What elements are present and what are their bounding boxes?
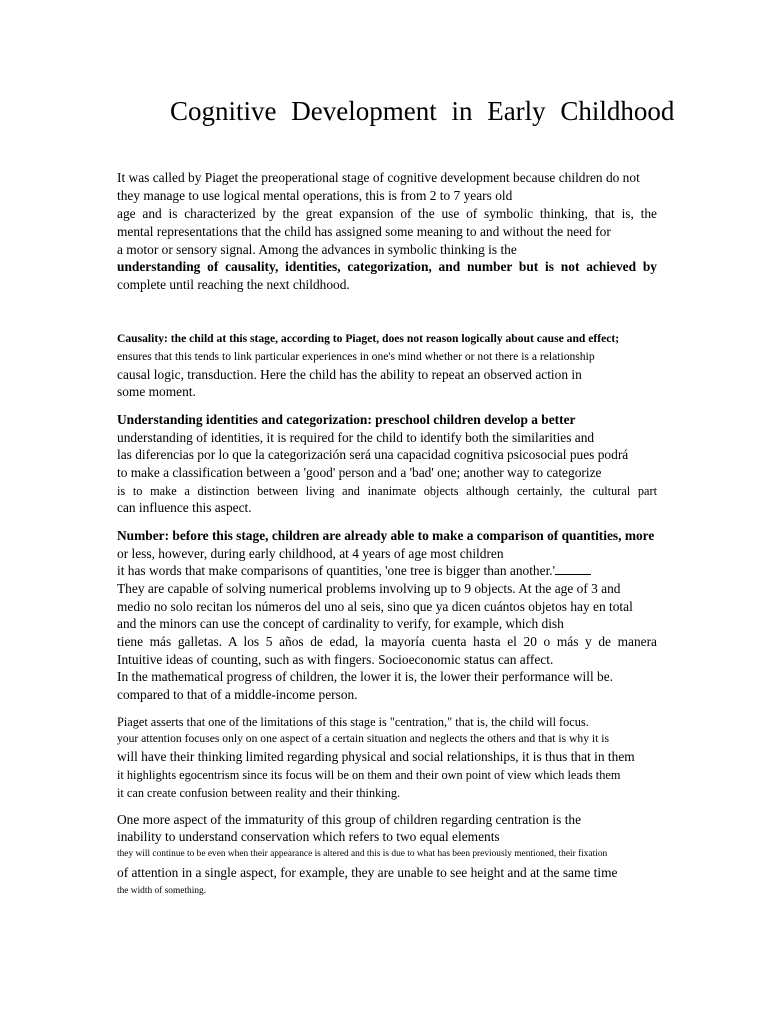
text-line: it highlights egocentrism since its focus will be on them and their own point of view which leads them xyxy=(117,768,621,782)
text-line: las diferencias por lo que la categorización será una capacidad cognitiva psicosocial pues podrá xyxy=(117,447,629,462)
text-line: they manage to use logical mental operations, this is from 2 to 7 years old xyxy=(117,188,513,203)
text-line: They are capable of solving numerical problems involving up to 9 objects. At the age of 3 and xyxy=(117,581,621,596)
text-line: can influence this aspect. xyxy=(117,500,252,515)
text-line: or less, however, during early childhood, at 4 years of age most children xyxy=(117,546,504,561)
text-line: Number: before this stage, children are already able to make a comparison of quantities, more xyxy=(117,528,655,543)
text-line: It was called by Piaget the preoperational stage of cognitive development because children do not xyxy=(117,170,640,185)
text-line: Understanding identities and categorization: preschool children develop a better xyxy=(117,412,576,427)
text-line: tiene más galletas. A los 5 años de edad, la mayoría cuenta hasta el 20 o más y de manera xyxy=(117,634,657,649)
text-line: it can create confusion between reality and their thinking. xyxy=(117,786,401,800)
text-line: Intuitive ideas of counting, such as with fingers. Socioeconomic status can affect. xyxy=(117,652,554,667)
text-line: and the minors can use the concept of cardinality to verify, for example, which dish xyxy=(117,616,564,631)
underline-blank xyxy=(555,564,591,575)
text-line: causal logic, transduction. Here the child has the ability to repeat an observed action in xyxy=(117,367,582,382)
text-line xyxy=(117,562,657,580)
text-line: a motor or sensory signal. Among the advances in symbolic thinking is the xyxy=(117,242,517,257)
text-line: Piaget asserts that one of the limitations of this stage is "centration," that is, the child will focus. xyxy=(117,715,589,729)
text-line: understanding of identities, it is required for the child to identify both the similarities and xyxy=(117,430,595,445)
document-title: Cognitive Development in Early Childhood xyxy=(170,96,675,126)
text-line: medio no solo recitan los números del uno al seis, sino que ya dicen cuántos objetos hay en total xyxy=(117,599,633,614)
text-line: of attention in a single aspect, for example, they are unable to see height and at the same time xyxy=(117,865,618,880)
text-line: Causality: the child at this stage, according to Piaget, does not reason logically about cause and effect; xyxy=(117,332,620,345)
text-line: to make a classification between a 'good' person and a 'bad' one; another way to categorize xyxy=(117,465,602,480)
text-line: the width of something. xyxy=(117,886,207,896)
text-fragment: it has words that make comparisons of quantities, 'one tree is bigger than another.' xyxy=(117,563,556,578)
text-line: inability to understand conservation which refers to two equal elements xyxy=(117,829,500,844)
text-line: understanding of causality, identities, categorization, and number but is not achieved by xyxy=(117,259,657,274)
text-line: age and is characterized by the great expansion of the use of symbolic thinking, that is, the xyxy=(117,206,657,221)
text-line: your attention focuses only on one aspect of a certain situation and neglects the others and that is why it is xyxy=(117,732,609,745)
text-line: will have their thinking limited regarding physical and social relationships, it is thus that in them xyxy=(117,749,635,764)
text-line: ensures that this tends to link particular experiences in one's mind whether or not there is a relationship xyxy=(117,350,595,363)
text-line: In the mathematical progress of children, the lower it is, the lower their performance will be. xyxy=(117,669,614,684)
text-line: One more aspect of the immaturity of this group of children regarding centration is the xyxy=(117,812,582,827)
text-line: some moment. xyxy=(117,384,196,399)
text-line: is to make a distinction between living and inanimate objects although certainly, the cultural part xyxy=(117,484,657,498)
text-line: complete until reaching the next childhood. xyxy=(117,277,350,292)
text-line: compared to that of a middle-income person. xyxy=(117,687,358,702)
text-line: mental representations that the child has assigned some meaning to and without the need for xyxy=(117,224,611,239)
text-line: they will continue to be even when their appearance is altered and this is due to what has been previously mentioned, their fixation xyxy=(117,849,608,859)
